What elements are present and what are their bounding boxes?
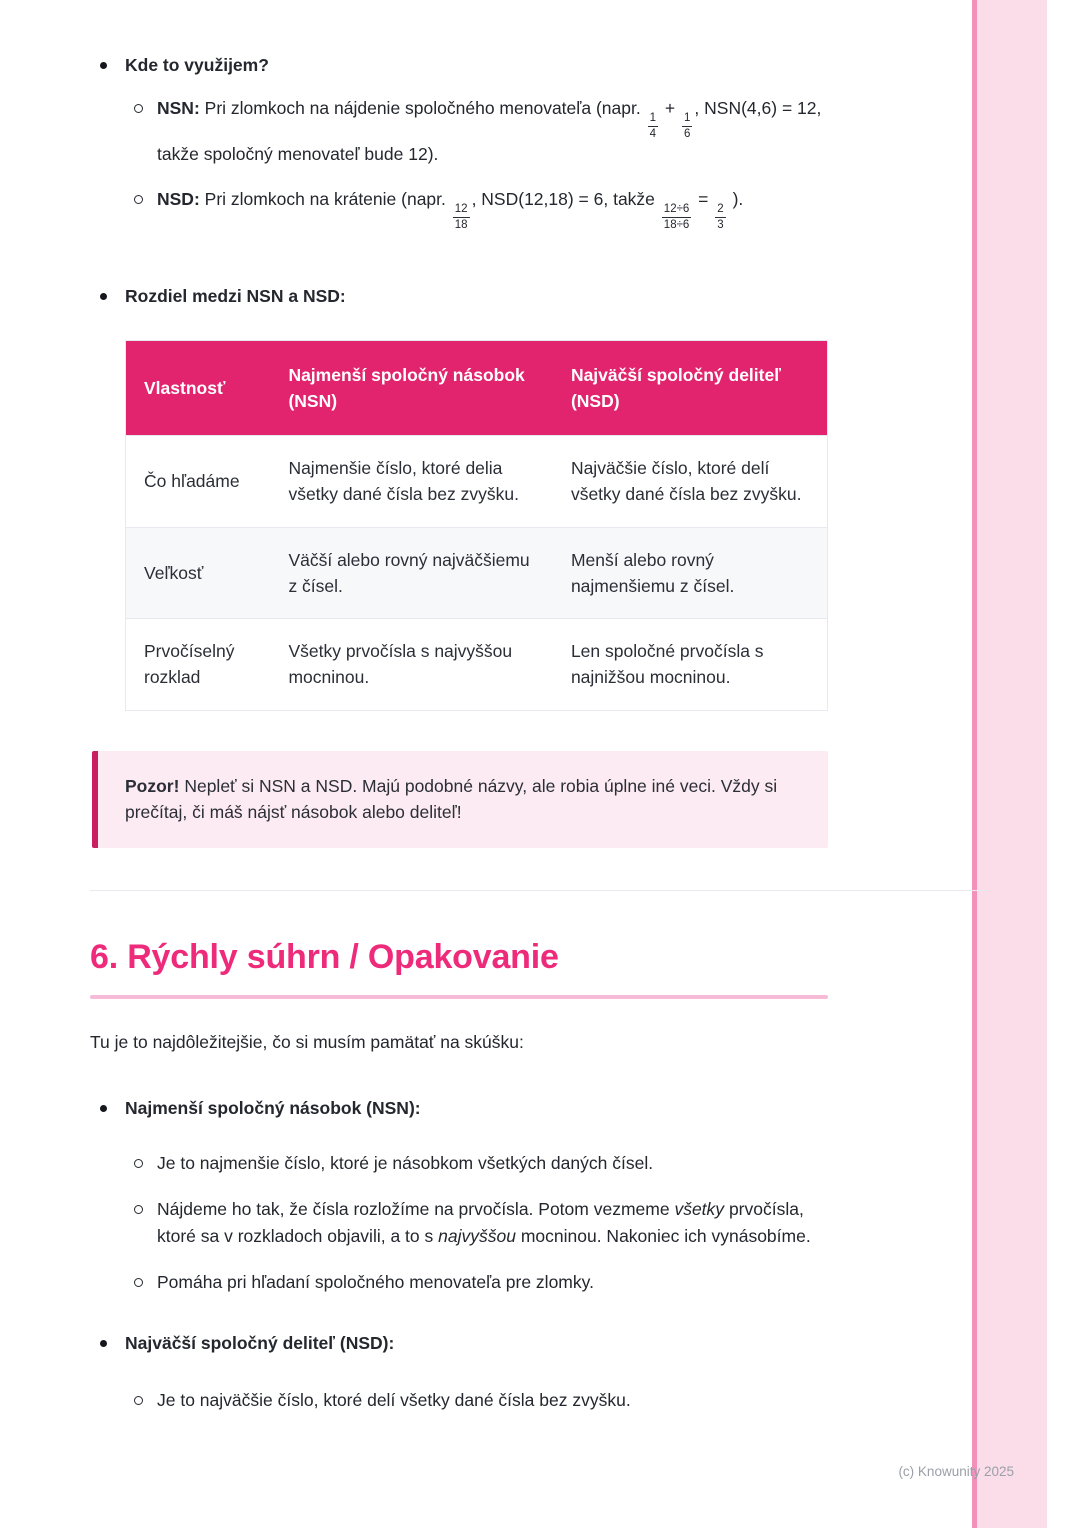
usage-nsd-item [125, 186, 830, 233]
nsn-text-before: Pri zlomkoch na nájdenie spoločného menovateľa (napr. [204, 97, 641, 118]
fraction-numerator: 12 [453, 202, 470, 218]
callout-label: Pozor! [125, 775, 180, 796]
section-divider [90, 890, 988, 891]
bullet-dot-icon [100, 1340, 107, 1347]
fraction-numerator: 12÷6 [662, 202, 692, 218]
table-cell: Prvočíselný rozklad [126, 619, 271, 711]
summary-nsn-body [125, 1095, 830, 1296]
table-cell: Veľkosť [126, 527, 271, 619]
usage-nsn-item [125, 95, 830, 168]
list-item-summary-nsn [90, 1095, 830, 1296]
bullet-dot-icon [100, 62, 107, 69]
nsn-label: NSN: [157, 97, 200, 118]
item-2-italic-2: najvyššou [438, 1225, 516, 1246]
summary-nsn-item-1-text: Je to najmenšie číslo, ktoré je násobkom všetkých daných čísel. [157, 1152, 654, 1173]
table-row [126, 527, 828, 619]
table-header-cell: Najväčší spoločný deliteľ (NSD) [553, 340, 828, 436]
equals-sign: = [698, 189, 709, 210]
comma: , [694, 97, 700, 118]
item-2-part-2: prvočísla, ktoré sa v rozkladoch objavili, a to s [157, 1199, 804, 1246]
bullet-circle-icon [134, 1159, 143, 1168]
fraction-denominator: 18 [454, 219, 468, 231]
nsd-text-before: Pri zlomkoch na krátenie (napr. [204, 189, 446, 210]
watermark-text: (c) Knowunity 2025 [898, 1464, 1014, 1479]
usage-title: Kde to využijem? [125, 55, 269, 75]
comparison-table [125, 340, 828, 711]
intro-text: Tu je to najdôležitejšie, čo si musím pamätať na skúšku: [90, 1031, 524, 1052]
item-2-italic-1: všetky [674, 1199, 725, 1220]
bullet-circle-icon [134, 1205, 143, 1214]
table-row [126, 619, 828, 711]
bullet-circle-icon [134, 1396, 143, 1405]
fraction [453, 202, 470, 233]
table-cell: Všetky prvočísla s najvyššou mocninou. [270, 619, 553, 711]
fraction [648, 111, 658, 142]
item-2-part-3: mocninou. Nakoniec ich vynásobíme. [520, 1225, 811, 1246]
nsn-text-after: NSN(4,6) = 12, takže spoločný menovateľ bude 12). [157, 97, 822, 165]
fraction [715, 202, 725, 233]
fraction-denominator: 4 [649, 127, 657, 140]
table-head [126, 340, 828, 436]
summary-nsn-title: Najmenší spoločný násobok (NSN): [125, 1098, 421, 1119]
summary-nsd-title: Najväčší spoločný deliteľ (NSD): [125, 1333, 395, 1354]
heading-underline [90, 995, 828, 999]
table-cell: Väčší alebo rovný najväčšiemu z čísel. [270, 527, 553, 619]
summary-nsd-item-1-text: Je to najväčšie číslo, ktoré delí všetky dané čísla bez zvyšku. [157, 1389, 631, 1410]
fraction-numerator: 1 [682, 111, 692, 127]
bullet-circle-icon [134, 1278, 143, 1287]
page-edge-stripe [972, 0, 1047, 1528]
nsd-text-mid: , NSD(12,18) = 6, takže [471, 189, 655, 210]
fraction-denominator: 6 [684, 127, 691, 140]
fraction-numerator: 2 [715, 202, 725, 218]
callout-warning [92, 751, 828, 848]
table-cell: Najmenšie číslo, ktoré delia všetky dané čísla bez zvyšku. [270, 436, 553, 528]
bullet-circle-icon [134, 104, 143, 113]
summary-nsn-item-2-text [157, 1196, 830, 1249]
fraction [662, 202, 692, 233]
fraction-numerator: 1 [648, 111, 658, 127]
page-content [90, 52, 830, 1413]
section-heading: 6. Rýchly súhrn / Opakovanie [90, 937, 559, 976]
usage-nsn-text [157, 95, 830, 168]
usage-body [125, 52, 830, 251]
summary-nsn-item-3 [125, 1269, 830, 1296]
fraction-denominator: 3 [717, 219, 724, 231]
table-cell: Najväčšie číslo, ktoré delí všetky dané čísla bez zvyšku. [553, 436, 828, 528]
fraction-denominator: 18÷6 [663, 219, 690, 231]
list-item-usage [90, 52, 830, 251]
table-cell: Čo hľadáme [126, 436, 271, 528]
table-header-cell: Najmenší spoločný násobok (NSN) [270, 340, 553, 436]
difference-body [125, 283, 830, 711]
plus-sign: + [664, 97, 676, 118]
table-header-cell: Vlastnosť [126, 340, 271, 436]
nsd-text-after: ). [732, 189, 744, 210]
difference-title: Rozdiel medzi NSN a NSD: [125, 285, 346, 306]
item-2-part-1: Nájdeme ho tak, že čísla rozložíme na prvočísla. Potom vezmeme [157, 1199, 670, 1220]
nsd-label: NSD: [157, 189, 200, 210]
summary-nsd-body [125, 1330, 830, 1413]
table-cell: Menší alebo rovný najmenšiemu z čísel. [553, 527, 828, 619]
bullet-dot-icon [100, 293, 107, 300]
summary-nsn-item-1 [125, 1150, 830, 1177]
summary-nsd-item-1 [125, 1387, 830, 1414]
table-header-row [126, 340, 828, 436]
fraction [682, 111, 692, 142]
summary-nsn-item-3-text: Pomáha pri hľadaní spoločného menovateľa pre zlomky. [157, 1272, 594, 1293]
list-item-difference [90, 283, 830, 711]
usage-nsd-text [157, 186, 830, 233]
table-body [126, 436, 828, 711]
list-item-summary-nsd [90, 1330, 830, 1413]
bullet-dot-icon [100, 1105, 107, 1112]
table-cell: Len spoločné prvočísla s najnižšou mocninou. [553, 619, 828, 711]
table-row [126, 436, 828, 528]
callout-text: Nepleť si NSN a NSD. Majú podobné názvy, ale robia úplne iné veci. Vždy si prečítaj, či máš nájsť násobok alebo deliteľ! [125, 775, 778, 823]
bullet-circle-icon [134, 195, 143, 204]
summary-nsn-item-2 [125, 1196, 830, 1249]
